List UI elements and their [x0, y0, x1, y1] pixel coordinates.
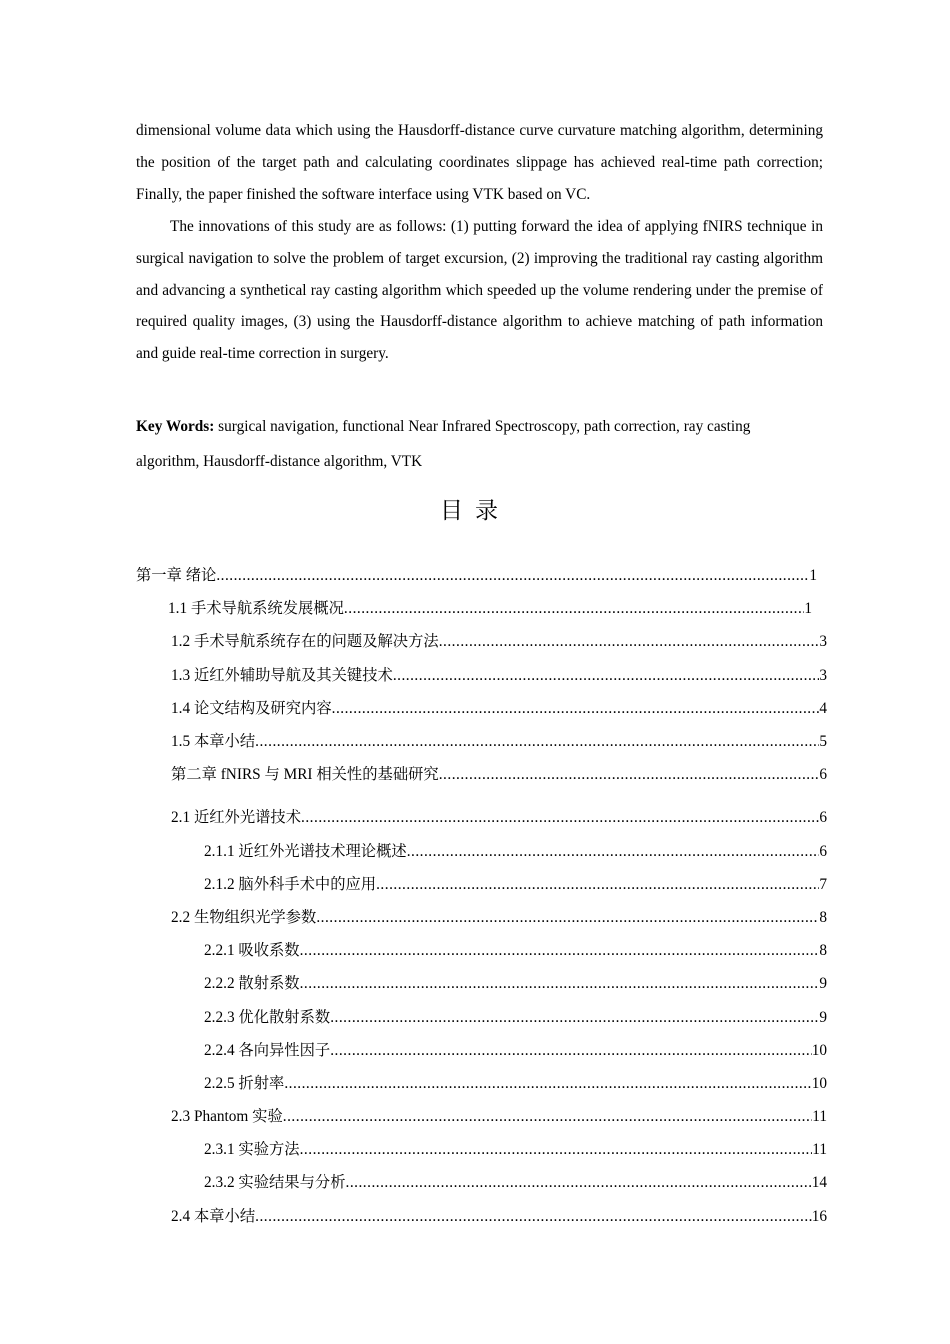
- toc-entry-1-5[interactable]: 1.5 本章小结 ..... 5: [171, 731, 827, 753]
- toc-entry-2-2-4[interactable]: 2.2.4 各向异性因子 ..... 10: [204, 1040, 827, 1062]
- toc-entry-2-1[interactable]: 2.1 近红外光谱技术 ..... 6: [171, 807, 827, 829]
- keywords-line2: algorithm, Hausdorff-distance algorithm, VTK: [136, 453, 423, 470]
- innovations-paragraph: The innovations of this study are as follows: (1) putting forward the idea of applying fNIRS technique in surgical navigation to solve the problem of target excursion, (2) improving the traditional ray casting algorithm and advancing a synthetical ray casting algorithm which speeded up the volume rendering under the premise of required quality images, (3) using the Hausdorff-distance algorithm to achieve matching of path information and guide real-time correction in surgery.: [136, 218, 823, 363]
- toc-entry-1-4[interactable]: 1.4 论文结构及研究内容 ..... 4: [171, 698, 827, 720]
- toc-entry-2-2[interactable]: 2.2 生物组织光学参数 ..... 8: [171, 907, 827, 929]
- toc-entry-1-3[interactable]: 1.3 近红外辅助导航及其关键技术 ..... 3: [171, 665, 827, 687]
- toc-entry-2-2-5[interactable]: 2.2.5 折射率 ..... 10: [204, 1073, 827, 1095]
- toc-entry-2-1-1[interactable]: 2.1.1 近红外光谱技术理论概述 ..... 6: [204, 841, 827, 863]
- toc-entry-1-1[interactable]: 1.1 手术导航系统发展概况 ..... 1: [168, 598, 812, 620]
- toc-entry-2-1-2[interactable]: 2.1.2 脑外科手术中的应用 ..... 7: [204, 874, 827, 896]
- toc-entry-2-3[interactable]: 2.3 Phantom 实验 ..... 11: [171, 1106, 827, 1128]
- toc-entry-chapter-2[interactable]: 第二章 fNIRS 与 MRI 相关性的基础研究 ..... 6: [171, 764, 827, 786]
- toc-entry-2-3-2[interactable]: 2.3.2 实验结果与分析 ..... 14: [204, 1172, 827, 1194]
- toc-entry-2-2-3[interactable]: 2.2.3 优化散射系数 ..... 9: [204, 1007, 827, 1029]
- toc-entry-2-3-1[interactable]: 2.3.1 实验方法 ..... 11: [204, 1139, 827, 1161]
- toc-entry-chapter-1[interactable]: 第一章 绪论 ..... 1: [136, 565, 817, 587]
- toc-entry-2-2-2[interactable]: 2.2.2 散射系数 ..... 9: [204, 973, 827, 995]
- toc-entry-2-4[interactable]: 2.4 本章小结 ..... 16: [171, 1206, 827, 1228]
- toc-title: 目录: [440, 498, 510, 524]
- keywords-label: Key Words:: [136, 418, 215, 435]
- toc-entry-2-2-1[interactable]: 2.2.1 吸收系数 ..... 8: [204, 940, 827, 962]
- toc-entry-1-2[interactable]: 1.2 手术导航系统存在的问题及解决方法 ..... 3: [171, 631, 827, 653]
- keywords-line1: surgical navigation, functional Near Infrared Spectroscopy, path correction, ray casting: [218, 418, 751, 435]
- abstract-paragraph: dimensional volume data which using the Hausdorff-distance curve curvature matching algorithm, determining the position of the target path and calculating coordinates slippage has achieved real-time path correction; Finally, the paper finished the software interface using VTK based on VC.: [136, 122, 823, 203]
- keywords: [136, 409, 823, 479]
